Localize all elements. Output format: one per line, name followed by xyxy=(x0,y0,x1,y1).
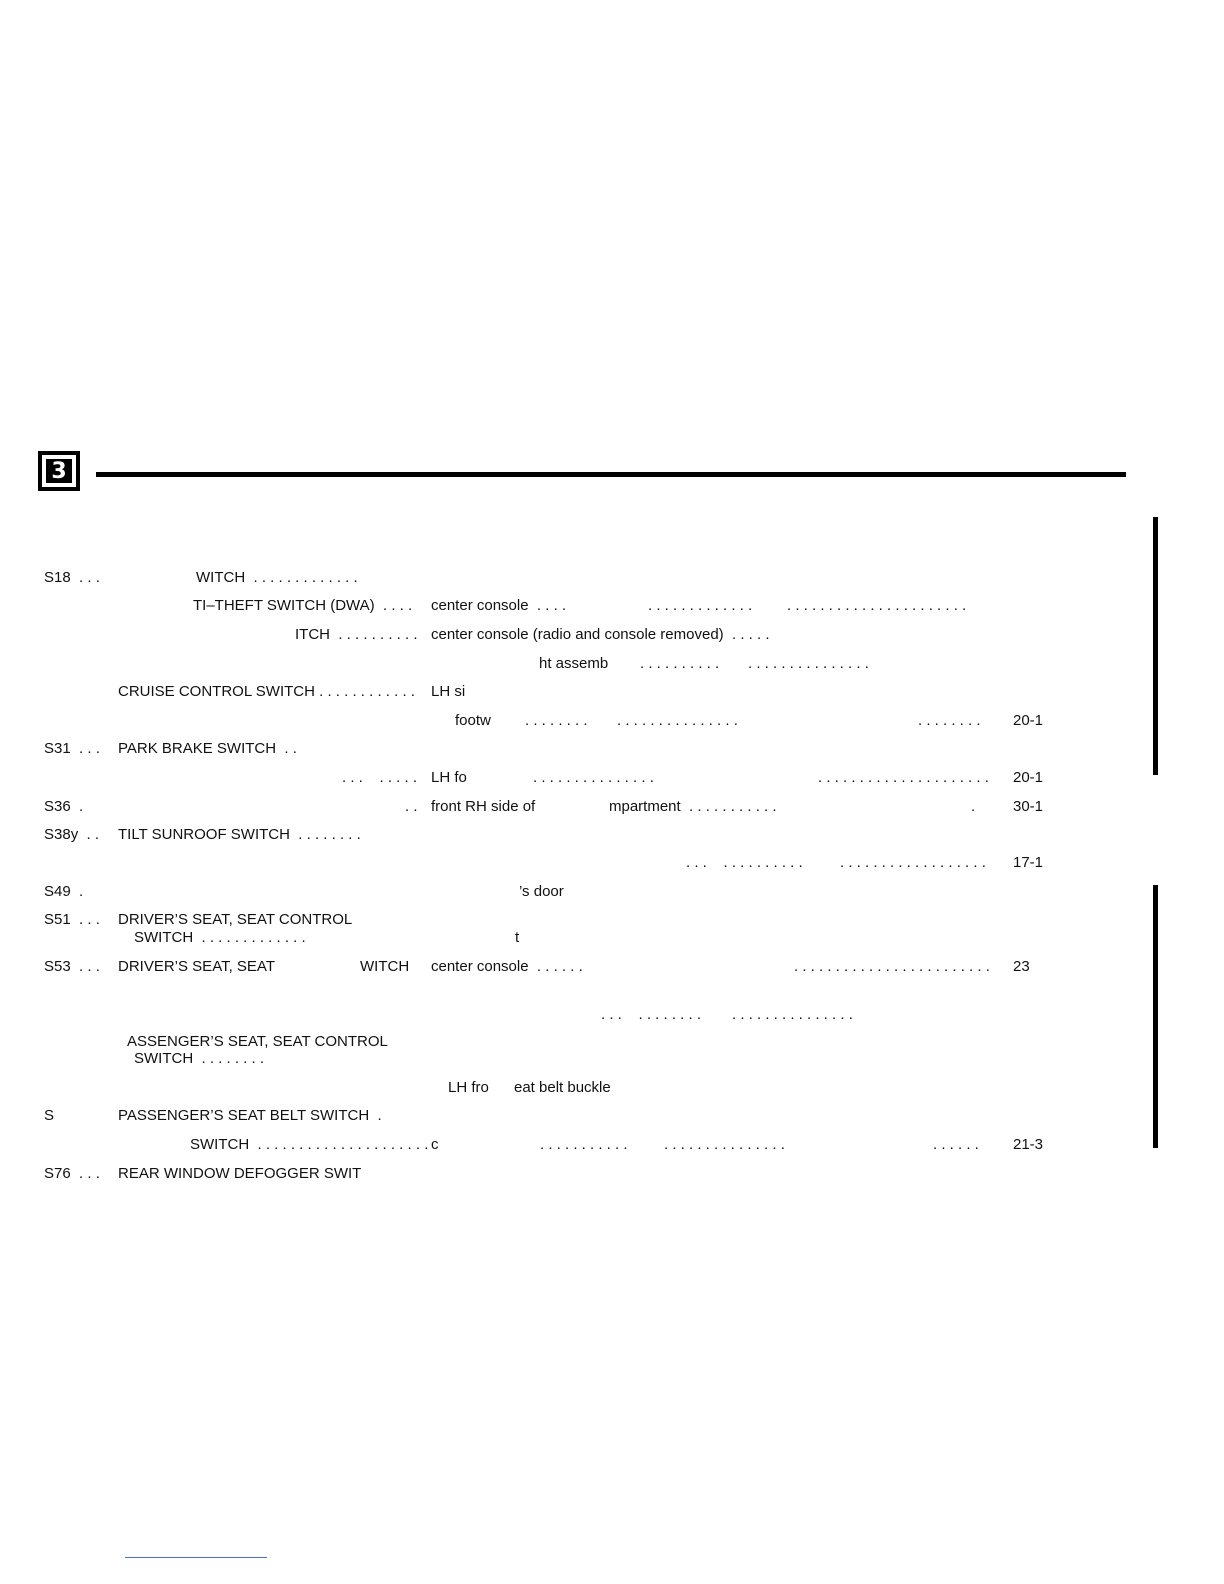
section-tab xyxy=(38,451,80,491)
leader-dots: . . . . . . . . xyxy=(342,769,418,786)
component-name: DRIVER’S SEAT, SEAT xyxy=(118,958,275,975)
leader-dots: . . . . . . . . . . . . . . . xyxy=(664,1136,785,1153)
component-name: WITCH . . . . . . . . . . . . . xyxy=(196,569,358,586)
leader-dots: . . . . . . . . . . . . . xyxy=(648,597,753,614)
page-reference: 23 xyxy=(1013,958,1030,975)
leader-dots: . . . . . . . . . . . . . . . xyxy=(617,712,738,729)
component-name: SWITCH . . . . . . . . . . . . . xyxy=(134,929,306,946)
component-name: SWITCH . . . . . . . . . . . . . . . . . . . . . xyxy=(190,1136,429,1153)
component-code: S38y . . xyxy=(44,826,100,843)
component-name: TI–THEFT SWITCH (DWA) . . . . xyxy=(193,597,413,614)
component-location: c xyxy=(431,1136,439,1153)
component-location: center console (radio and console removed) . . . . . xyxy=(431,626,770,643)
component-code: S xyxy=(44,1107,55,1124)
component-location: LH si xyxy=(431,683,466,700)
component-location: center console . . . . . . xyxy=(431,958,583,975)
leader-dots: . . . . . . . . . . . xyxy=(540,1136,628,1153)
component-name: TILT SUNROOF SWITCH . . . . . . . . xyxy=(118,826,361,843)
component-name: DRIVER’S SEAT, SEAT CONTROL xyxy=(118,911,353,928)
leader-dots: . . . . . . xyxy=(933,1136,979,1153)
component-location: center console . . . . xyxy=(431,597,567,614)
component-code: S49 . xyxy=(44,883,84,900)
component-location: LH fro xyxy=(448,1079,489,1096)
leader-dots: . . . . . . . . . . . xyxy=(601,1006,702,1023)
component-code: S31 . . . xyxy=(44,740,100,757)
leader-dots: . . . . . . . . . . . . . . . . . . xyxy=(840,854,986,871)
leader-dots: . . . . . . . . . . . . . . . xyxy=(748,655,869,672)
component-name: PASSENGER’S SEAT BELT SWITCH . xyxy=(118,1107,382,1124)
sidebar-marker-top xyxy=(1153,517,1158,775)
component-location: LH fo xyxy=(431,769,467,786)
leader-dots: . . . . . . . . . . . . . . . . . . . . . xyxy=(818,769,989,786)
leader-dots: . . . . . . . . . . . . . . . . . . . . . . xyxy=(787,597,967,614)
component-location: ht assemb xyxy=(539,655,609,672)
component-name: REAR WINDOW DEFOGGER SWIT xyxy=(118,1165,362,1182)
page-reference: 17-1 xyxy=(1013,854,1044,871)
leader-dots: . . xyxy=(405,798,418,815)
component-name: ASSENGER’S SEAT, SEAT CONTROL xyxy=(127,1033,388,1050)
component-location: ’s door xyxy=(519,883,564,900)
component-code: S36 . xyxy=(44,798,84,815)
footer-link-underline[interactable] xyxy=(125,1557,267,1558)
component-name: PARK BRAKE SWITCH . . xyxy=(118,740,297,757)
leader-dots: . . . . . . . . xyxy=(918,712,981,729)
leader-dots: . . . . . . . . . . . . . . . xyxy=(533,769,654,786)
component-location: footw xyxy=(455,712,491,729)
component-location: mpartment . . . . . . . . . . . xyxy=(609,798,777,815)
page-reference: 30-1 xyxy=(1013,798,1044,815)
component-code: S76 . . . xyxy=(44,1165,100,1182)
leader-dots: . . . . . . . . . . xyxy=(640,655,720,672)
component-code: S53 . . . xyxy=(44,958,100,975)
component-code: S51 . . . xyxy=(44,911,100,928)
component-location: t xyxy=(515,929,520,946)
sidebar-marker-bottom xyxy=(1153,885,1158,1148)
header-rule xyxy=(96,472,1126,477)
leader-dots: . . . . . . . . . . . . . xyxy=(686,854,803,871)
component-name: CRUISE CONTROL SWITCH . . . . . . . . . . . . xyxy=(118,683,415,700)
component-name: WITCH xyxy=(360,958,410,975)
component-code: S18 . . . xyxy=(44,569,100,586)
leader-dots: . xyxy=(971,798,976,815)
page-reference: 20-1 xyxy=(1013,712,1044,729)
page-reference: 21-3 xyxy=(1013,1136,1044,1153)
leader-dots: . . . . . . . . . . . . . . . . . . . . . . . . xyxy=(794,958,990,975)
page-reference: 20-1 xyxy=(1013,769,1044,786)
section-tab-number: 3 xyxy=(46,459,72,483)
component-name: ITCH . . . . . . . . . . xyxy=(295,626,418,643)
leader-dots: . . . . . . . . xyxy=(525,712,588,729)
component-location: front RH side of xyxy=(431,798,536,815)
leader-dots: . . . . . . . . . . . . . . . xyxy=(732,1006,853,1023)
component-name: SWITCH . . . . . . . . xyxy=(134,1050,265,1067)
component-location: eat belt buckle xyxy=(514,1079,611,1096)
